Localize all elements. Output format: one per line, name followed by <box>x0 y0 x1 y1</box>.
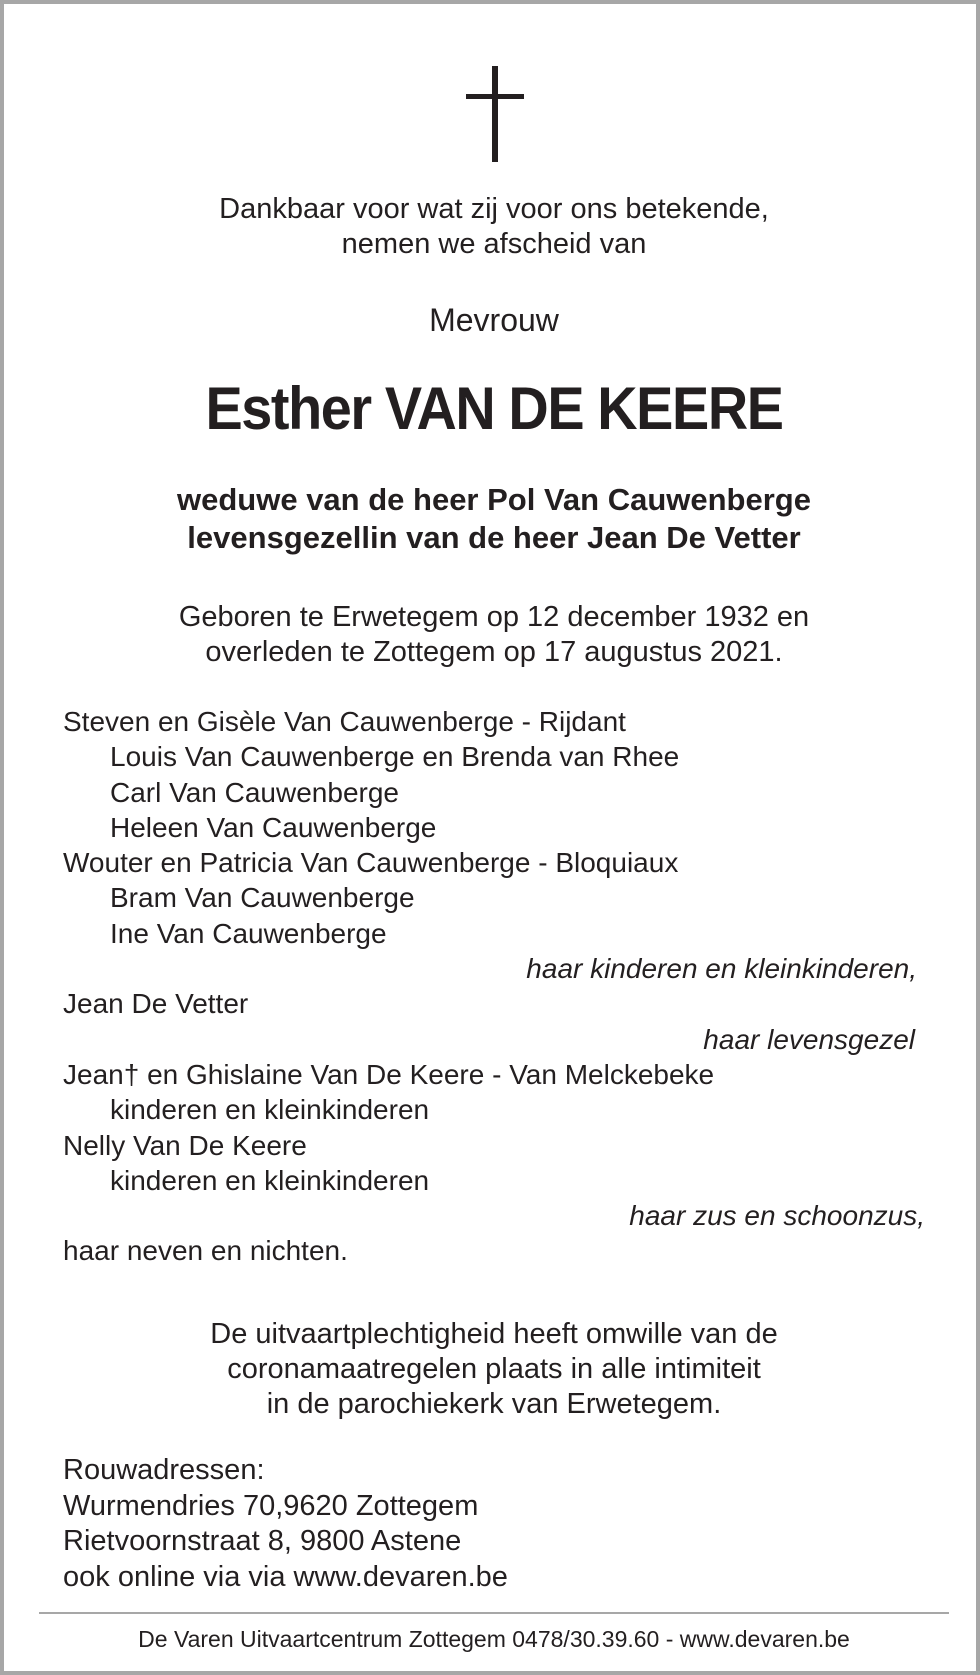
cross-vertical-bar <box>492 66 498 162</box>
family-list <box>63 704 923 1269</box>
address-line-2: Rietvoornstraat 8, 9800 Astene <box>63 1525 462 1557</box>
intro-line-1: Dankbaar voor wat zij voor ons betekende, <box>219 193 769 225</box>
relation-line-2: levensgezellin van de heer Jean De Vetter <box>187 520 801 555</box>
relation-text <box>4 481 980 557</box>
funeral-line-1: De uitvaartplechtigheid heeft omwille van de <box>210 1318 778 1350</box>
family-relation-note: haar zus en schoonzus, <box>629 1200 925 1232</box>
family-line: Bram Van Cauwenberge <box>110 882 415 914</box>
funeral-home-footer: De Varen Uitvaartcentrum Zottegem 0478/30.39.60 - www.devaren.be <box>138 1626 850 1652</box>
funeral-notice <box>4 1317 980 1422</box>
address-line-1: Wurmendries 70,9620 Zottegem <box>63 1489 479 1522</box>
family-line: kinderen en kleinkinderen <box>110 1164 430 1196</box>
life-dates <box>4 600 980 670</box>
death-line: overleden te Zottegem op 17 augustus 2021. <box>205 636 783 668</box>
family-line: Jean De Vetter <box>63 988 249 1020</box>
family-line: Carl Van Cauwenberge <box>110 776 399 808</box>
family-line: Nelly Van De Keere <box>63 1129 307 1161</box>
family-line: Steven en Gisèle Van Cauwenberge - Rijdant <box>63 706 626 737</box>
family-line: Louis Van Cauwenberge en Brenda van Rhee <box>110 741 680 773</box>
family-line: kinderen en kleinkinderen <box>110 1094 430 1126</box>
relation-line-1: weduwe van de heer Pol Van Cauwenberge <box>177 482 811 517</box>
honorific: Mevrouw <box>429 302 559 338</box>
family-line: Ine Van Cauwenberge <box>110 917 387 949</box>
footer-divider <box>39 1612 949 1614</box>
family-line: Heleen Van Cauwenberge <box>110 811 437 843</box>
family-line: Jean† en Ghislaine Van De Keere - Van Melckebeke <box>63 1058 715 1090</box>
family-relation-note: haar kinderen en kleinkinderen, <box>526 953 917 985</box>
cross-horizontal-bar <box>466 94 524 99</box>
deceased-name: Esther VAN DE KEERE <box>205 375 783 442</box>
family-line: haar neven en nichten. <box>63 1235 348 1267</box>
intro-line-2: nemen we afscheid van <box>341 228 647 260</box>
funeral-line-2: coronamaatregelen plaats in alle intimiteit <box>227 1353 761 1385</box>
funeral-line-3: in de parochiekerk van Erwetegem. <box>266 1388 722 1420</box>
addresses-label: Rouwadressen: <box>63 1454 265 1486</box>
condolence-addresses <box>63 1453 508 1595</box>
intro-text <box>4 192 980 262</box>
family-relation-note: haar levensgezel <box>703 1023 915 1055</box>
birth-line: Geboren te Erwetegem op 12 december 1932 en <box>178 601 810 633</box>
cross-icon <box>466 66 526 162</box>
family-line: Wouter en Patricia Van Cauwenberge - Bloquiaux <box>63 847 679 879</box>
online-condolence-link[interactable]: ook online via via www.devaren.be <box>63 1560 508 1593</box>
